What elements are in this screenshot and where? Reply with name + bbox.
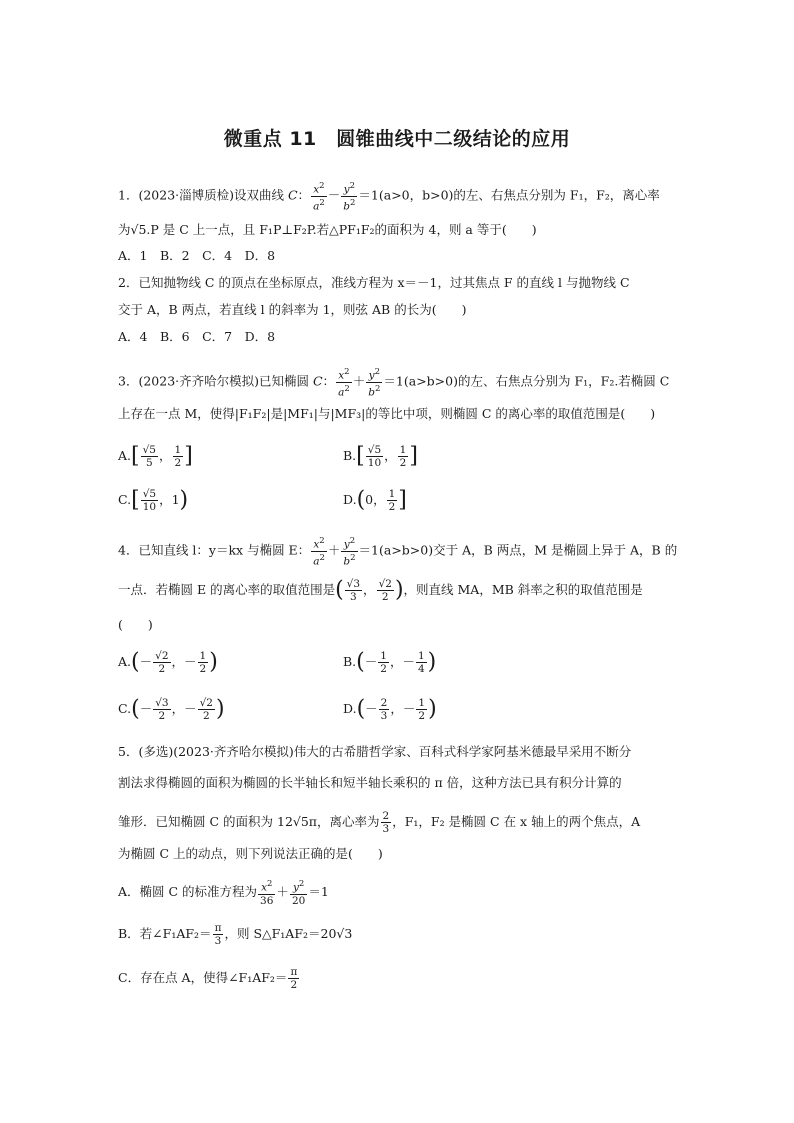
- question-3-line-2: 上存在一点 M，使得|F₁F₂|是|MF₁|与|MF₃|的等比中项，则椭圆 C 的离心率的取值范围是( ): [118, 406, 656, 421]
- question-5-option-b[interactable]: B．若∠F₁AF₂＝ $\frac{\pi}{3}$ ，则 S△F₁AF₂＝20√3: [118, 922, 353, 947]
- question-5-line-3: 雏形．已知椭圆 C 的面积为 12√5π，离心率为 $\frac{2}{3}$ ，F₁，F₂ 是椭圆 C 在 x 轴上的两个焦点，A: [118, 810, 641, 835]
- question-4-line-3: ( ): [118, 617, 153, 632]
- question-1-line-1: 1．(2023·淄博质检)设双曲线 C： $\frac{x^2}{a^2}$ － $\frac{y^2}{b^2}$ ＝1(a>0，b>0)的左、右焦点分别为 F₁，F₂，离心率: [118, 181, 660, 212]
- question-3-option-d[interactable]: D.(0， $\frac{1}{2}$ ]: [343, 487, 407, 513]
- question-3-option-b[interactable]: B.[ $\frac{√5}{10}$ ， $\frac{1}{2}$ ]: [343, 443, 418, 469]
- question-3-option-a[interactable]: A.[ $\frac{√5}{5}$ ， $\frac{1}{2}$ ]: [118, 443, 193, 469]
- question-4-option-c[interactable]: C.(－ $\frac{√3}{2}$ ，－ $\frac{√2}{2}$ ): [118, 696, 225, 722]
- question-5-line-2: 割法求得椭圆的面积为椭圆的长半轴长和短半轴长乘积的 π 倍，这种方法已具有积分计算的: [118, 775, 622, 790]
- question-5-line-1: 5．(多选)(2023·齐齐哈尔模拟)伟大的古希腊哲学家、百科式科学家阿基米德最早采用不断分: [118, 744, 632, 759]
- question-4-option-b[interactable]: B.(－ $\frac{1}{2}$ ，－ $\frac{1}{4}$ ): [343, 649, 437, 675]
- question-4-option-d[interactable]: D.(－ $\frac{2}{3}$ ，－ $\frac{1}{2}$ ): [343, 696, 437, 722]
- question-5-option-a[interactable]: A．椭圆 C 的标准方程为 $\frac{x^2}{36}$ ＋ $\frac{y^2}{20}$ ＝1: [118, 879, 329, 907]
- question-2-line-2: 交于 A，B 两点，若直线 l 的斜率为 1，则弦 AB 的长为( ): [118, 302, 467, 317]
- question-2-line-1: 2．已知抛物线 C 的顶点在坐标原点，准线方程为 x＝－1，过其焦点 F 的直线 l 与抛物线 C: [118, 275, 630, 290]
- question-1-line-2: 为√5.P 是 C 上一点，且 F₁P⊥F₂P.若△PF₁F₂的面积为 4，则 a 等于( ): [118, 222, 537, 237]
- question-2-options: A．4 B．6 C．7 D．8: [118, 329, 276, 344]
- question-4-line-2: 一点．若椭圆 E 的离心率的取值范围是( $\frac{√3}{3}$ ， $\frac{√2}{2}$ )，则直线 MA，MB 斜率之积的取值范围是: [118, 577, 643, 603]
- question-3-option-c[interactable]: C.[ $\frac{√5}{10}$ ，1): [118, 487, 189, 513]
- question-4-option-a[interactable]: A.(－ $\frac{√2}{2}$ ，－ $\frac{1}{2}$ ): [118, 649, 218, 675]
- question-5-line-4: 为椭圆 C 上的动点，则下列说法正确的是( ): [118, 846, 383, 861]
- question-1-options: A．1 B．2 C．4 D．8: [118, 248, 276, 263]
- question-3-line-1: 3．(2023·齐齐哈尔模拟)已知椭圆 C： $\frac{x^2}{a^2}$ ＋ $\frac{y^2}{b^2}$ ＝1(a>b>0)的左、右焦点分别为 F₁，F₂.若椭圆 C: [118, 367, 670, 398]
- question-4-line-1: 4．已知直线 l：y＝kx 与椭圆 E： $\frac{x^2}{a^2}$ ＋ $\frac{y^2}{b^2}$ ＝1(a>b>0)交于 A，B 两点，M 是椭圆上异于 A，B 的: [118, 536, 678, 567]
- page-title: 微重点 11 圆锥曲线中二级结论的应用: [223, 128, 571, 150]
- question-5-option-c[interactable]: C．存在点 A，使得∠F₁AF₂＝ $\frac{\pi}{2}$: [118, 966, 298, 991]
